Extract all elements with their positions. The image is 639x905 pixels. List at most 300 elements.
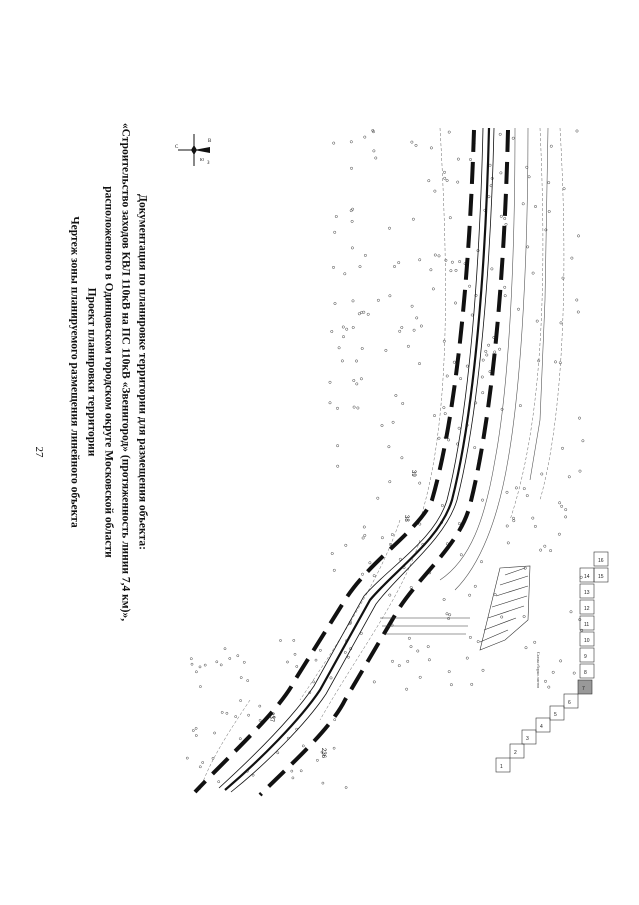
map-label-237: 237 [268,712,274,723]
terrain-dot [186,757,188,759]
terrain-dot [240,700,242,702]
terrain-dot [558,533,560,535]
terrain-dot [568,476,570,478]
terrain-dot [319,649,321,651]
terrain-dot [482,359,484,361]
terrain-dot [341,360,343,362]
terrain-dot [259,719,261,721]
terrain-dot [523,487,525,489]
terrain-dot [353,406,355,408]
terrain-dot [433,414,435,416]
terrain-dot [582,440,584,442]
terrain-dot [334,302,336,304]
terrain-dot [504,295,506,297]
terrain-dot [229,657,231,659]
terrain-dot [558,502,560,504]
terrain-dot [527,246,529,248]
terrain-dot [455,269,457,271]
terrain-dot [428,180,430,182]
terrain-dot [199,666,201,668]
terrain-dot [331,552,333,554]
terrain-dot [447,617,449,619]
terrain-dot [235,716,237,718]
compass-south: З [207,161,210,166]
terrain-dot [356,383,358,385]
terrain-dot [407,345,409,347]
terrain-dot [498,348,500,350]
sheet-number: 14 [584,574,590,580]
terrain-dot [485,350,487,352]
terrain-dot [430,269,432,271]
terrain-dot [334,719,336,721]
terrain-dot [415,144,417,146]
terrain-dot [243,661,245,663]
terrain-dot [315,659,317,661]
map-label-236: 236 [320,748,326,759]
terrain-dot [565,508,567,510]
terrain-dot [451,261,453,263]
sheet-number: 7 [582,686,585,692]
terrain-dot [350,209,352,211]
terrain-dot [337,465,339,467]
terrain-dot [438,255,440,257]
terrain-dot [393,265,395,267]
terrain-dot [286,661,288,663]
terrain-dot [352,326,354,328]
terrain-dot [522,203,524,205]
sheet-layout-legend [496,552,608,772]
compass-east: Ю [200,157,205,162]
terrain-dot [469,636,471,638]
terrain-dot [385,349,387,351]
terrain-dot [279,639,281,641]
terrain-dot [345,544,347,546]
terrain-dot [377,299,379,301]
terrain-dot [444,412,446,414]
title-line-3: расположенного в Одинцовском городском округе Московской области [102,186,115,558]
terrain-dot [560,505,562,507]
terrain-dot [458,427,460,429]
terrain-dot [539,549,541,551]
terrain-dot [550,145,552,147]
sheet-number: 12 [584,606,590,612]
terrain-dot [401,326,403,328]
terrain-dot [346,328,348,330]
terrain-dot [330,677,332,679]
contour-lines [200,128,564,790]
sheet-number: 16 [598,558,604,564]
terrain-dot [487,344,489,346]
terrain-dot [506,525,508,527]
terrain-dot [505,223,507,225]
terrain-dot [392,421,394,423]
terrain-dot [292,777,294,779]
terrain-dot [216,661,218,663]
terrain-dot [389,594,391,596]
terrain-dot [552,671,554,673]
terrain-dot [548,686,550,688]
sheet-number: 5 [554,712,557,718]
terrain-dot [506,491,508,493]
terrain-dot [408,637,410,639]
terrain-dot [369,562,371,564]
compass-west: С [175,145,179,150]
terrain-dot [221,711,223,713]
terrain-dot [443,598,445,600]
terrain-dot [545,229,547,231]
terrain-dot [528,176,530,178]
terrain-dot [355,360,357,362]
terrain-dot [224,648,226,650]
terrain-dot [329,381,331,383]
terrain-dot [402,402,404,404]
terrain-dot [450,684,452,686]
terrain-dot [468,594,470,596]
terrain-dot [554,361,556,363]
terrain-dot [329,402,331,404]
terrain-dot [458,522,460,524]
terrain-dot [443,340,445,342]
terrain-dot [532,272,534,274]
terrain-dot [419,259,421,261]
terrain-dot [432,288,434,290]
terrain-dot [541,473,543,475]
terrain-dot [199,766,201,768]
terrain-dot [294,653,296,655]
terrain-dot [434,254,436,256]
terrain-dot [512,517,514,519]
terrain-dot [342,336,344,338]
terrain-dot [443,171,445,173]
terrain-dot [419,482,421,484]
terrain-dot [357,407,359,409]
terrain-dot [375,157,377,159]
terrain-dot [488,196,490,198]
page-number: 27 [33,446,45,458]
terrain-dot [420,325,422,327]
terrain-dot [407,660,409,662]
terrain-dot [544,680,546,682]
terrain-dot [466,657,468,659]
terrain-dot [344,651,346,653]
sheet-number: 3 [526,736,529,742]
terrain-dot [359,265,361,267]
terrain-dot [480,561,482,563]
terrain-dot [468,285,470,287]
terrain-dot [523,615,525,617]
terrain-dot [411,141,413,143]
terrain-dot [395,394,397,396]
terrain-dot [500,215,502,217]
terrain-dot [494,351,496,353]
terrain-dot [322,782,324,784]
terrain-dot [410,645,412,647]
terrain-dot [430,147,432,149]
terrain-dot [534,641,536,643]
terrain-dot [577,311,579,313]
terrain-dot [577,235,579,237]
terrain-dot [474,585,476,587]
terrain-dot [351,220,353,222]
sheet-number: 2 [514,750,517,756]
terrain-dot [448,670,450,672]
terrain-dot [361,573,363,575]
terrain-dot [446,179,448,181]
terrain-dot [373,575,375,577]
terrain-dot [515,487,517,489]
terrain-dot [405,688,407,690]
terrain-dot [277,752,279,754]
terrain-dot [237,655,239,657]
title-line-2: «Строительство заходов КВЛ 110кВ на ПС 110кВ «Звенигород» (протяженность линии 7,4 км)», [119,122,132,622]
terrain-dot [482,392,484,394]
sheet-number: 13 [584,590,590,596]
terrain-dot [449,217,451,219]
terrain-dot [351,247,353,249]
terrain-dot [333,569,335,571]
terrain-dot [226,712,228,714]
terrain-dot [474,446,476,448]
terrain-dot [500,172,502,174]
terrain-dot [399,330,401,332]
terrain-dot [573,672,575,674]
terrain-dot [240,677,242,679]
terrain-dot [302,745,304,747]
terrain-dot [448,131,450,133]
terrain-dot [544,545,546,547]
terrain-dot [334,231,336,233]
terrain-dot [536,320,538,322]
terrain-dot [344,273,346,275]
sheet-number: 1 [500,764,503,770]
terrain-dot [361,347,363,349]
terrain-dot [449,614,451,616]
terrain-dot [199,686,201,688]
terrain-dot [548,210,550,212]
terrain-dot [212,757,214,759]
terrain-dot [191,663,193,665]
terrain-dot [534,525,536,527]
terrain-dot [560,322,562,324]
sheet-number: 6 [568,700,571,706]
map-label-39: 39 [410,470,416,477]
terrain-dot [499,133,501,135]
terrain-dot [564,516,566,518]
terrain-dot [458,260,460,262]
terrain-dot [291,770,293,772]
terrain-dot [411,305,413,307]
title-line-4: Проект планировки территории [85,287,98,457]
terrain-dot [353,379,355,381]
terrain-dot [471,683,473,685]
terrain-dot [389,295,391,297]
terrain-dot [444,177,446,179]
cable-corridor [219,128,494,792]
terrain-dot [381,537,383,539]
terrain-dot [401,457,403,459]
terrain-dot [428,659,430,661]
terrain-dot [571,257,573,259]
terrain-dot [561,447,563,449]
terrain-dot [377,497,379,499]
terrain-dot [526,494,528,496]
terrain-dot [504,217,506,219]
terrain-dot [427,645,429,647]
terrain-dot [300,770,302,772]
title-line-5: Чертеж зоны планируемого размещения линейного объекта [68,216,81,528]
terrain-dot [501,616,503,618]
terrain-dot [332,266,334,268]
terrain-dot [532,517,534,519]
terrain-dot [259,705,261,707]
terrain-dot [363,526,365,528]
terrain-dot [563,188,565,190]
terrain-dot [195,671,197,673]
terrain-dot [335,215,337,217]
terrain-dot [471,314,473,316]
sheet-number: 15 [598,574,604,580]
terrain-dot [345,786,347,788]
terrain-dot [417,650,419,652]
terrain-dot [512,137,514,139]
terrain-dot [576,130,578,132]
terrain-dot [534,205,536,207]
terrain-dot [482,669,484,671]
sheet-legend-caption: Схема сборки листов [536,652,541,689]
terrain-dot [293,639,295,641]
terrain-dot [296,665,298,667]
terrain-dot [373,150,375,152]
terrain-dot [248,714,250,716]
terrain-dot [350,167,352,169]
terrain-dot [460,554,462,556]
terrain-dot [247,680,249,682]
terrain-dot [204,664,206,666]
terrain-dot [446,375,448,377]
sheet-number: 8 [584,670,587,676]
title-line-1: Документация по планировке территории для размещения объекта: [136,194,149,550]
terrain-dot [364,136,366,138]
terrain-dot [364,254,366,256]
terrain-dot [388,446,390,448]
terrain-dot [362,537,364,539]
terrain-dot [350,141,352,143]
terrain-dot [352,300,354,302]
terrain-dot [412,218,414,220]
terrain-dot [576,299,578,301]
hatched-area [380,566,530,650]
terrain-dot [195,727,197,729]
terrain-dot [457,181,459,183]
terrain-dot [391,533,393,535]
terrain-dot [316,759,318,761]
terrain-dot [494,593,496,595]
terrain-dot [489,164,491,166]
terrain-dot [364,534,366,536]
terrain-dot [438,437,440,439]
terrain-dot [333,142,335,144]
terrain-dot [202,761,204,763]
terrain-dot [391,660,393,662]
terrain-dot [443,406,445,408]
terrain-dot [579,470,581,472]
terrain-dot [507,542,509,544]
terrain-dot [398,261,400,263]
terrain-dot [389,481,391,483]
terrain-dot [336,407,338,409]
terrain-dot [347,656,349,658]
terrain-dot [457,158,459,160]
compass-north: В [208,139,212,144]
terrain-dot [517,308,519,310]
terrain-dot [513,520,515,522]
sheet-number: 9 [584,654,587,660]
terrain-dot [416,317,418,319]
terrain-dot [214,732,216,734]
terrain-dot [388,227,390,229]
terrain-dot [549,549,551,551]
terrain-dots [186,129,584,788]
terrain-dot [504,286,506,288]
map-label-38: 38 [403,515,409,522]
terrain-dot [418,362,420,364]
terrain-dot [313,681,315,683]
terrain-dot [447,439,449,441]
terrain-dot [486,354,488,356]
sheet-number: 4 [540,724,543,730]
terrain-dot [469,158,471,160]
sheet-number: 10 [584,638,590,644]
terrain-dot [360,378,362,380]
terrain-dot [218,781,220,783]
terrain-dot [192,729,194,731]
terrain-dot [239,738,241,740]
terrain-dot [559,660,561,662]
terrain-dot [441,504,443,506]
terrain-dot [477,640,479,642]
terrain-dot [413,329,415,331]
terrain-dot [220,664,222,666]
terrain-dot [548,181,550,183]
terrain-dot [351,208,353,210]
terrain-dot [446,613,448,615]
terrain-dot [454,302,456,304]
terrain-dot [419,676,421,678]
terrain-dot [342,326,344,328]
terrain-dot [578,417,580,419]
terrain-dot [367,313,369,315]
terrain-dot [459,377,461,379]
terrain-dot [525,647,527,649]
terrain-dot [333,747,335,749]
terrain-dot [453,361,455,363]
terrain-dot [570,611,572,613]
terrain-dot [358,313,360,315]
terrain-dot [373,681,375,683]
terrain-dot [450,270,452,272]
terrain-dot [519,404,521,406]
terrain-dot [434,190,436,192]
terrain-dot [331,330,333,332]
sheet-number: 11 [584,622,590,628]
terrain-dot [466,365,468,367]
terrain-dot [381,424,383,426]
terrain-dot [580,576,582,578]
terrain-dot [336,445,338,447]
terrain-dot [491,268,493,270]
terrain-dot [481,376,483,378]
terrain-dot [481,499,483,501]
